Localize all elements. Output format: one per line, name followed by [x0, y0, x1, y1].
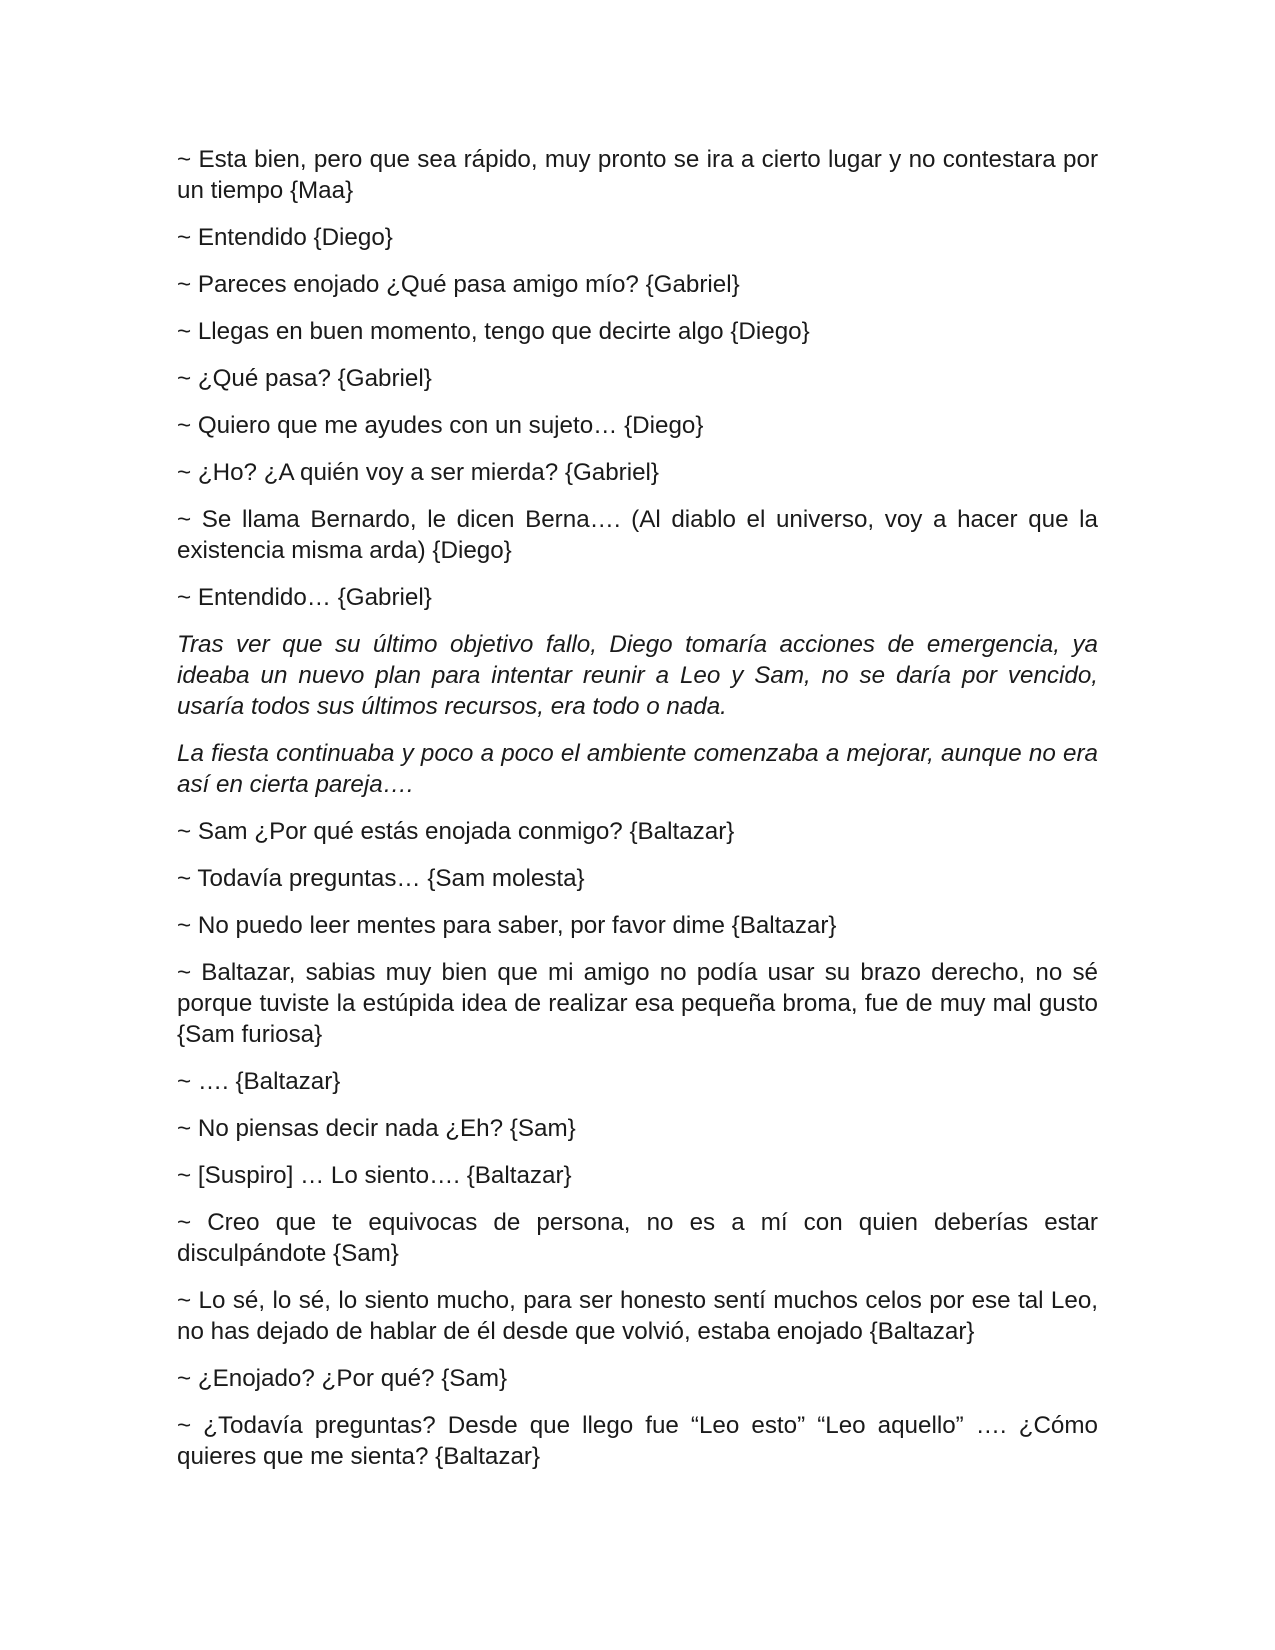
- dialogue-line: ~ …. {Baltazar}: [177, 1068, 341, 1095]
- dialogue-line: ~ Creo que te equivocas de persona, no es a mí con quien deberías estar disculpándote {Sam}: [177, 1209, 1098, 1267]
- dialogue-line: ~ Esta bien, pero que sea rápido, muy pronto se ira a cierto lugar y no contestara por un tiempo {Maa}: [177, 146, 1098, 204]
- dialogue-line: ~ [Suspiro] … Lo siento…. {Baltazar}: [177, 1162, 572, 1189]
- dialogue-line: ~ ¿Qué pasa? {Gabriel}: [177, 365, 432, 392]
- dialogue-line: ~ Quiero que me ayudes con un sujeto… {Diego}: [177, 412, 704, 439]
- dialogue-line: ~ Sam ¿Por qué estás enojada conmigo? {Baltazar}: [177, 818, 735, 845]
- dialogue-line: ~ ¿Todavía preguntas? Desde que llego fue “Leo esto” “Leo aquello” …. ¿Cómo quieres que me sienta? {Baltazar}: [177, 1412, 1098, 1470]
- dialogue-line: ~ Todavía preguntas… {Sam molesta}: [177, 865, 585, 892]
- dialogue-line: ~ Baltazar, sabias muy bien que mi amigo no podía usar su brazo derecho, no sé porque tuviste la estúpida idea de realizar esa pequeña broma, fue de muy mal gusto {Sam furiosa}: [177, 959, 1098, 1048]
- dialogue-line: ~ ¿Enojado? ¿Por qué? {Sam}: [177, 1365, 508, 1392]
- dialogue-line: ~ Entendido {Diego}: [177, 224, 393, 251]
- dialogue-line: ~ No puedo leer mentes para saber, por favor dime {Baltazar}: [177, 912, 837, 939]
- narration-paragraph: Tras ver que su último objetivo fallo, Diego tomaría acciones de emergencia, ya ideaba un nuevo plan para intentar reunir a Leo y Sam, no se daría por vencido, usaría todos sus últimos recursos, era todo o nada.: [177, 631, 1098, 720]
- dialogue-line: ~ No piensas decir nada ¿Eh? {Sam}: [177, 1115, 576, 1142]
- dialogue-line: ~ Se llama Bernardo, le dicen Berna…. (Al diablo el universo, voy a hacer que la existencia misma arda) {Diego}: [177, 506, 1098, 564]
- narration-paragraph: La fiesta continuaba y poco a poco el ambiente comenzaba a mejorar, aunque no era así en cierta pareja….: [177, 740, 1098, 798]
- dialogue-line: ~ Entendido… {Gabriel}: [177, 584, 432, 611]
- document-page: [177, 144, 1098, 1488]
- dialogue-line: ~ Llegas en buen momento, tengo que decirte algo {Diego}: [177, 318, 810, 345]
- dialogue-line: ~ ¿Ho? ¿A quién voy a ser mierda? {Gabriel}: [177, 459, 659, 486]
- dialogue-line: ~ Pareces enojado ¿Qué pasa amigo mío? {Gabriel}: [177, 271, 740, 298]
- dialogue-line: ~ Lo sé, lo sé, lo siento mucho, para ser honesto sentí muchos celos por ese tal Leo, no has dejado de hablar de él desde que volvió, estaba enojado {Baltazar}: [177, 1287, 1098, 1345]
